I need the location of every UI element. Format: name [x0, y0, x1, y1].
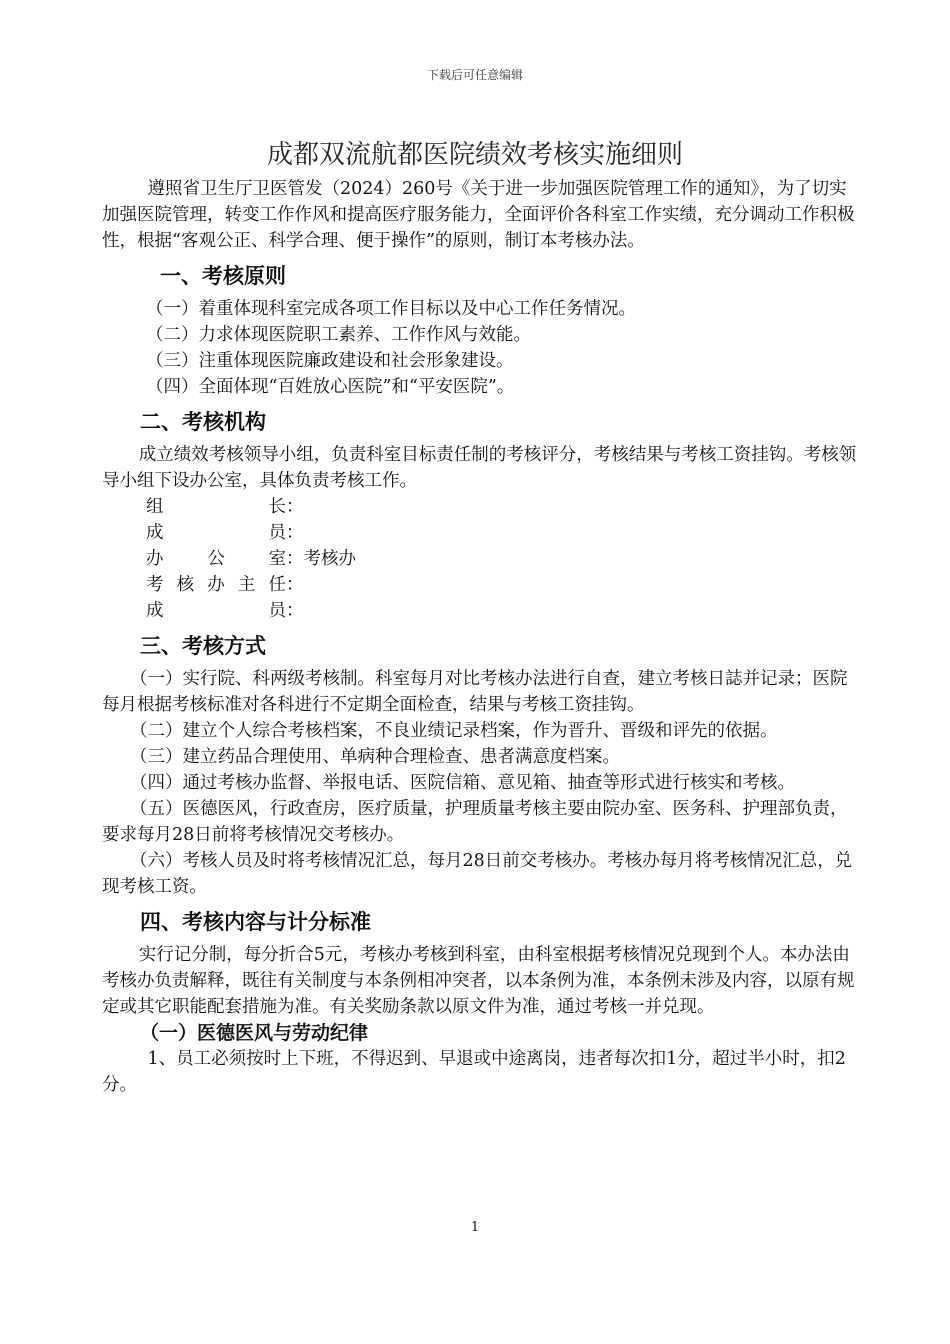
method-item: （三）建立药品合理使用、单病种合理检查、患者满意度档案。 — [130, 747, 620, 767]
method-item: （二）建立个人综合考核档案，不良业绩记录档案，作为晋升、晋级和评先的依据。 — [130, 721, 778, 741]
intro-paragraph: 遵照省卫生厅卫医管发（2024）260号《关于进一步加强医院管理工作的通知》，为了切实加强医院管理，转变工作作风和提高医疗服务能力，全面评价各科室工作实绩，充分调动工作积极性，根据“客观公正、科学合理、便于操作”的原则，制订本考核办法。 — [102, 179, 855, 251]
roster-label-char: 主 — [237, 575, 256, 595]
roster-row — [146, 494, 862, 520]
roster-label — [146, 546, 286, 572]
document-body — [102, 176, 862, 1098]
roster-row — [146, 572, 862, 598]
method-item: （一）实行院、科两级考核制。科室每月对比考核办法进行自查，建立考核日誌并记录；医院每月根据考核标准对各科进行不定期全面检查，结果与考核工资挂钩。 — [102, 669, 848, 715]
roster-separator: ： — [286, 497, 304, 517]
content-paragraph: 实行记分制，每分折合5元，考核办考核到科室，由科室根据考核情况兑现到个人。本办法由考核办负责解释，既往有关制度与本条例相冲突者，以本条例为准，本条例未涉及内容，以原有规定或其它职能配套措施为准。有关奖励条款以原文件为准，通过考核一并兑现。 — [102, 945, 855, 1017]
roster-label-char: 办 — [146, 549, 164, 569]
document-title: 成都双流航都医院绩效考核实施细则 — [266, 140, 683, 170]
roster-separator: ： — [286, 601, 304, 621]
roster-separator: ： — [286, 575, 304, 595]
principle-item: （四）全面体现“百姓放心医院”和“平安医院”。 — [146, 377, 515, 397]
method-item: （六）考核人员及时将考核情况汇总，每月28日前交考核办。考核办每月将考核情况汇总，兑现考核工资。 — [102, 851, 853, 897]
roster-list — [102, 494, 862, 624]
page-number: 1 — [470, 1220, 480, 1235]
roster-label-char: 成 — [146, 523, 164, 543]
roster-value: 考核办 — [303, 549, 356, 569]
roster-row — [146, 598, 862, 624]
roster-label-char: 长 — [268, 497, 286, 517]
roster-label-char: 办 — [207, 575, 225, 595]
roster-label-char: 员 — [268, 523, 286, 543]
roster-label-char: 组 — [146, 497, 164, 517]
section-heading-principles: 一、考核原则 — [160, 264, 286, 288]
roster-label — [146, 494, 286, 520]
roster-row — [146, 546, 862, 572]
roster-label-char: 考 — [146, 575, 164, 595]
section-heading-content: 四、考核内容与计分标准 — [140, 910, 371, 934]
roster-label-char: 任 — [268, 575, 286, 595]
rule-item: 1、员工必须按时上下班，不得迟到、早退或中途离岗，违者每次扣1分，超过半小时，扣2分。 — [102, 1049, 846, 1095]
roster-label-char: 核 — [176, 575, 195, 595]
method-item: （五）医德医风，行政查房，医疗质量，护理质量考核主要由院办室、医务科、护理部负责，要求每月28日前将考核情况交考核办。 — [102, 799, 848, 845]
roster-row — [146, 520, 862, 546]
method-item: （四）通过考核办监督、举报电话、医院信箱、意见箱、抽查等形式进行核实和考核。 — [130, 773, 795, 793]
section-heading-organization: 二、考核机构 — [140, 410, 266, 434]
roster-label — [146, 572, 286, 598]
roster-label — [146, 598, 286, 624]
roster-separator: ： — [286, 523, 304, 543]
organization-paragraph: 成立绩效考核领导小组，负责科室目标责任制的考核评分，考核结果与考核工资挂钩。考核领导小组下设办公室，具体负责考核工作。 — [102, 445, 857, 491]
roster-label-char: 室 — [268, 549, 286, 569]
principle-item: （三）注重体现医院廉政建设和社会形象建设。 — [146, 351, 514, 371]
principle-item: （二）力求体现医院职工素养、工作作风与效能。 — [146, 325, 531, 345]
section-heading-methods: 三、考核方式 — [140, 634, 266, 658]
roster-label-char: 员 — [268, 601, 286, 621]
principle-item: （一）着重体现科室完成各项工作目标以及中心工作任务情况。 — [146, 299, 636, 319]
roster-separator: ： — [286, 549, 304, 569]
header-note: 下载后可任意编辑 — [426, 68, 523, 82]
subsection-heading: （一）医德医风与劳动纪律 — [140, 1022, 369, 1044]
roster-label — [146, 520, 286, 546]
roster-label-char: 成 — [146, 601, 164, 621]
roster-label-char: 公 — [207, 549, 225, 569]
